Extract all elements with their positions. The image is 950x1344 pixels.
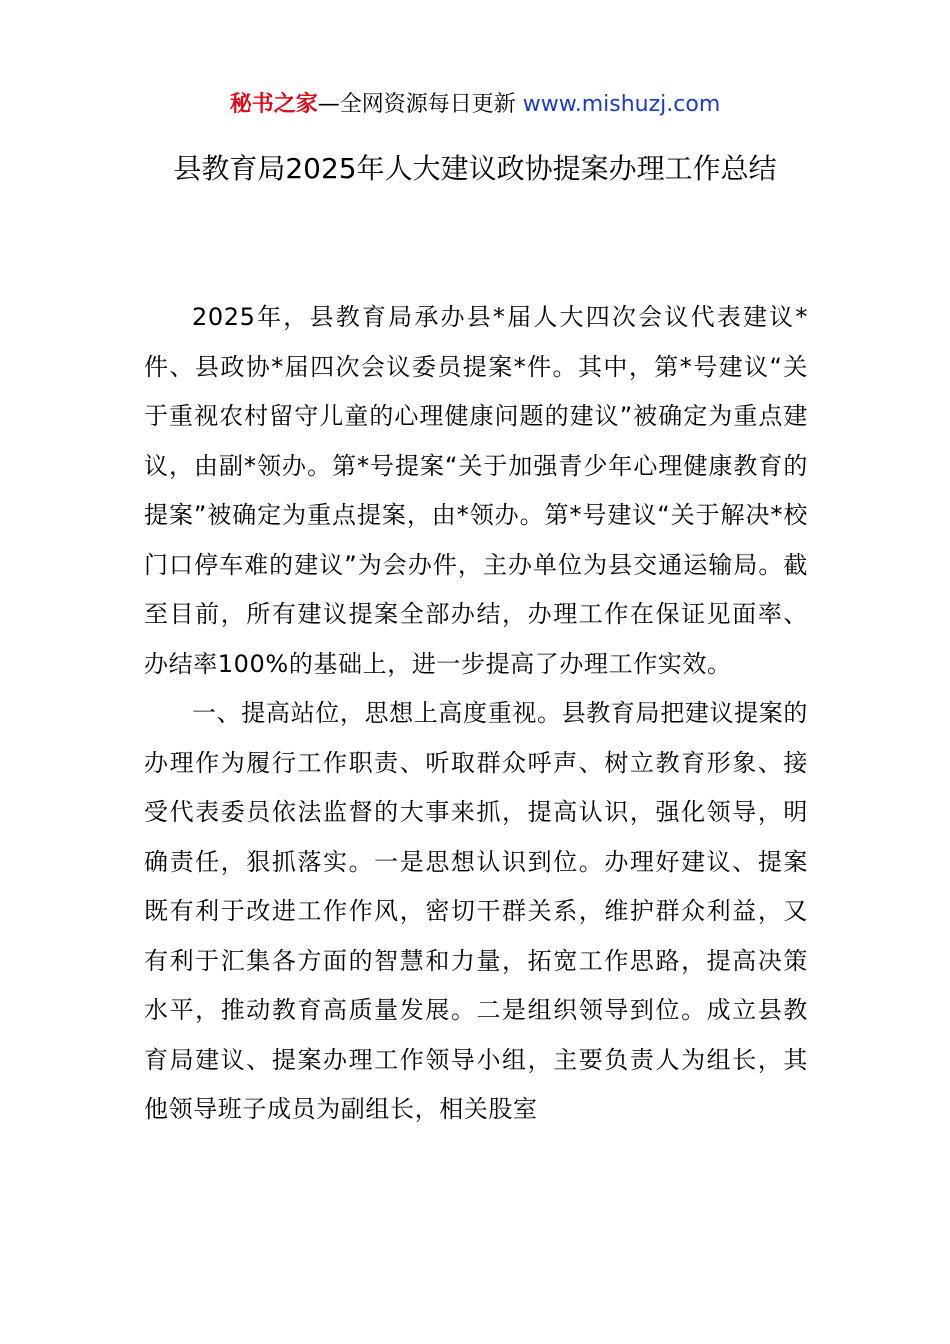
- document-body: [144, 293, 808, 1135]
- site-url-link[interactable]: www.mishuzj.com: [522, 92, 721, 117]
- paragraph-section-one: 一、提高站位，思想上高度重视。县教育局把建议提案的办理作为履行工作职责、听取群众呼声、树立教育形象、接受代表委员依法监督的大事来抓，提高认识，强化领导，明确责任，狠抓落实。一是思想认识到位。办理好建议、提案既有利于改进工作作风，密切干群关系，维护群众利益，又有利于汇集各方面的智慧和力量，拓宽工作思路，提高决策水平，推动教育高质量发展。二是组织领导到位。成立县教育局建议、提案办理工作领导小组，主要负责人为组长，其他领导班子成员为副组长，相关股室: [144, 699, 808, 1123]
- paragraph-intro: 2025年，县教育局承办县*届人大四次会议代表建议*件、县政协*届四次会议委员提案*件。其中，第*号建议“关于重视农村留守儿童的心理健康问题的建议”被确定为重点建议，由副*领办。第*号提案“关于加强青少年心理健康教育的提案”被确定为重点提案，由*领办。第*号建议“关于解决*校门口停车难的建议”为会办件，主办单位为县交通运输局。截至目前，所有建议提案全部办结，办理工作在保证见面率、办结率100%的基础上，进一步提高了办理工作实效。: [144, 303, 808, 678]
- header-banner: [0, 88, 950, 122]
- banner-tagline: —全网资源每日更新: [317, 92, 523, 117]
- brand-name: 秘书之家: [229, 92, 318, 117]
- document-title: 县教育局2025年人大建议政协提案办理工作总结: [173, 152, 777, 185]
